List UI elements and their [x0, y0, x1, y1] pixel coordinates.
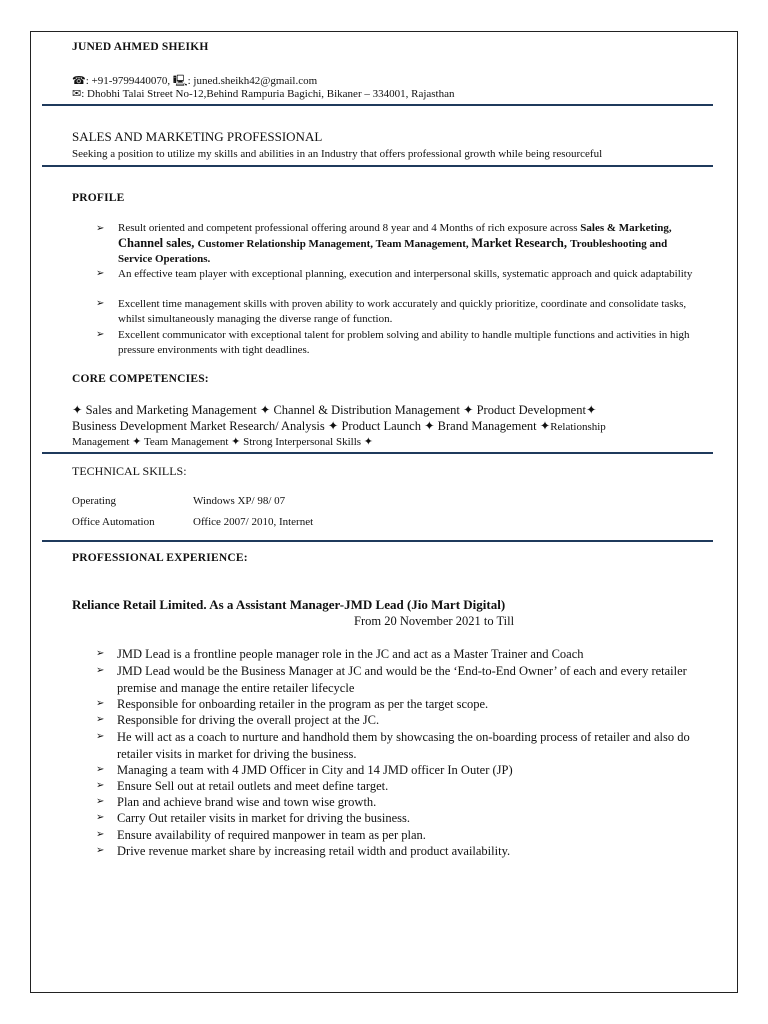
profile-heading: PROFILE [72, 192, 125, 204]
experience-item: JMD Lead is a frontline people manager role in the JC and act as a Master Trainer and Coach [117, 647, 584, 661]
objective-text: Seeking a position to utilize my skills and abilities in an Industry that offers professional growth while being resourceful [72, 148, 603, 160]
skill-label: Operating [72, 495, 116, 507]
professional-title: SALES AND MARKETING PROFESSIONAL [72, 129, 323, 144]
bullet-icon: ➢ [96, 845, 105, 856]
experience-heading: PROFESSIONAL EXPERIENCE: [72, 552, 248, 564]
email-address[interactable]: : juned.sheikh42@gmail.com [187, 75, 318, 87]
bullet-icon: ➢ [96, 298, 105, 309]
bullet-icon: ➢ [96, 698, 105, 709]
candidate-name: JUNED AHMED SHEIKH [72, 41, 209, 53]
address-line [72, 87, 454, 100]
address-text: : Dhobhi Talai Street No-12,Behind Rampuria Bagichi, Bikaner – 334001, Rajasthan [81, 88, 455, 100]
telephone-icon: ☎ [72, 75, 86, 87]
divider [42, 540, 713, 542]
divider [42, 452, 713, 454]
bullet-icon: ➢ [96, 764, 105, 775]
bullet-icon: ➢ [96, 796, 105, 807]
divider [42, 165, 713, 167]
experience-item: JMD Lead would be the Business Manager at JC and would be the ‘End-to-End Owner’ of each and every retailer premise and manage the entire retailer lifecycle [117, 664, 687, 695]
technical-skills-heading: TECHNICAL SKILLS: [72, 464, 187, 478]
bullet-icon: ➢ [96, 829, 105, 840]
experience-item: Ensure Sell out at retail outlets and meet define target. [117, 779, 389, 793]
experience-item: Responsible for onboarding retailer in the program as per the target scope. [117, 697, 489, 711]
experience-item: Plan and achieve brand wise and town wise growth. [117, 795, 377, 809]
bullet-icon: ➢ [96, 329, 105, 340]
bullet-icon: ➢ [96, 665, 105, 676]
divider [42, 104, 713, 106]
phone-number: : +91-9799440070, [85, 75, 173, 87]
competency-line: ✦ Sales and Marketing Management ✦ Channel & Distribution Management ✦ Product Development✦ [72, 403, 597, 417]
bullet-icon: ➢ [96, 812, 105, 823]
experience-item: Drive revenue market share by increasing retail width and product availability. [117, 844, 511, 858]
experience-item: Responsible for driving the overall project at the JC. [117, 713, 380, 727]
core-competencies-heading: CORE COMPETENCIES: [72, 373, 209, 385]
bullet-icon: ➢ [96, 714, 105, 725]
experience-item: Carry Out retailer visits in market for driving the business. [117, 811, 410, 825]
profile-item: Excellent time management skills with proven ability to work accurately and quickly prioritize, coordinate and consolidate tasks, whilst simultaneously managing the diverse range of function. [118, 298, 687, 325]
bullet-icon: ➢ [96, 731, 105, 742]
bullet-icon: ➢ [96, 648, 105, 659]
skill-value: Office 2007/ 2010, Internet [193, 516, 314, 528]
bullet-icon: ➢ [96, 223, 105, 234]
experience-item: He will act as a coach to nurture and handhold them by showcasing the on-boarding process of retailer and also do retailer visits in market for driving the business. [117, 730, 690, 761]
competency-line: Management ✦ Team Management ✦ Strong Interpersonal Skills ✦ [72, 436, 374, 448]
skill-value: Windows XP/ 98/ 07 [193, 495, 286, 507]
computer-icon: 🖳 [172, 75, 188, 87]
competency-line: Business Development Market Research/ Analysis ✦ Product Launch ✦ Brand Management ✦Relationship [72, 419, 606, 433]
bullet-icon: ➢ [96, 268, 105, 279]
bullet-icon: ➢ [96, 780, 105, 791]
experience-item: Ensure availability of required manpower in team as per plan. [117, 828, 426, 842]
profile-item: An effective team player with exceptional planning, execution and interpersonal skills, systematic approach and quick adaptability [118, 268, 693, 280]
job-title: Reliance Retail Limited. As a Assistant Manager-JMD Lead (Jio Mart Digital) [72, 597, 506, 612]
envelope-icon: ✉ [72, 88, 82, 100]
profile-item: Result oriented and competent professional offering around 8 year and 4 Months of rich exposure across Sales & Marketing, Channel sales, Customer Relationship Management, Team Management, Market Research, Troubleshooting and Service Operations. [118, 222, 672, 265]
experience-item: Managing a team with 4 JMD Officer in City and 14 JMD officer In Outer (JP) [117, 763, 513, 777]
skill-label: Office Automation [72, 516, 155, 528]
profile-item: Excellent communicator with exceptional talent for problem solving and ability to handle multiple functions and activities in high pressure environments with tight deadlines. [118, 329, 690, 356]
job-dates: From 20 November 2021 to Till [354, 614, 515, 628]
